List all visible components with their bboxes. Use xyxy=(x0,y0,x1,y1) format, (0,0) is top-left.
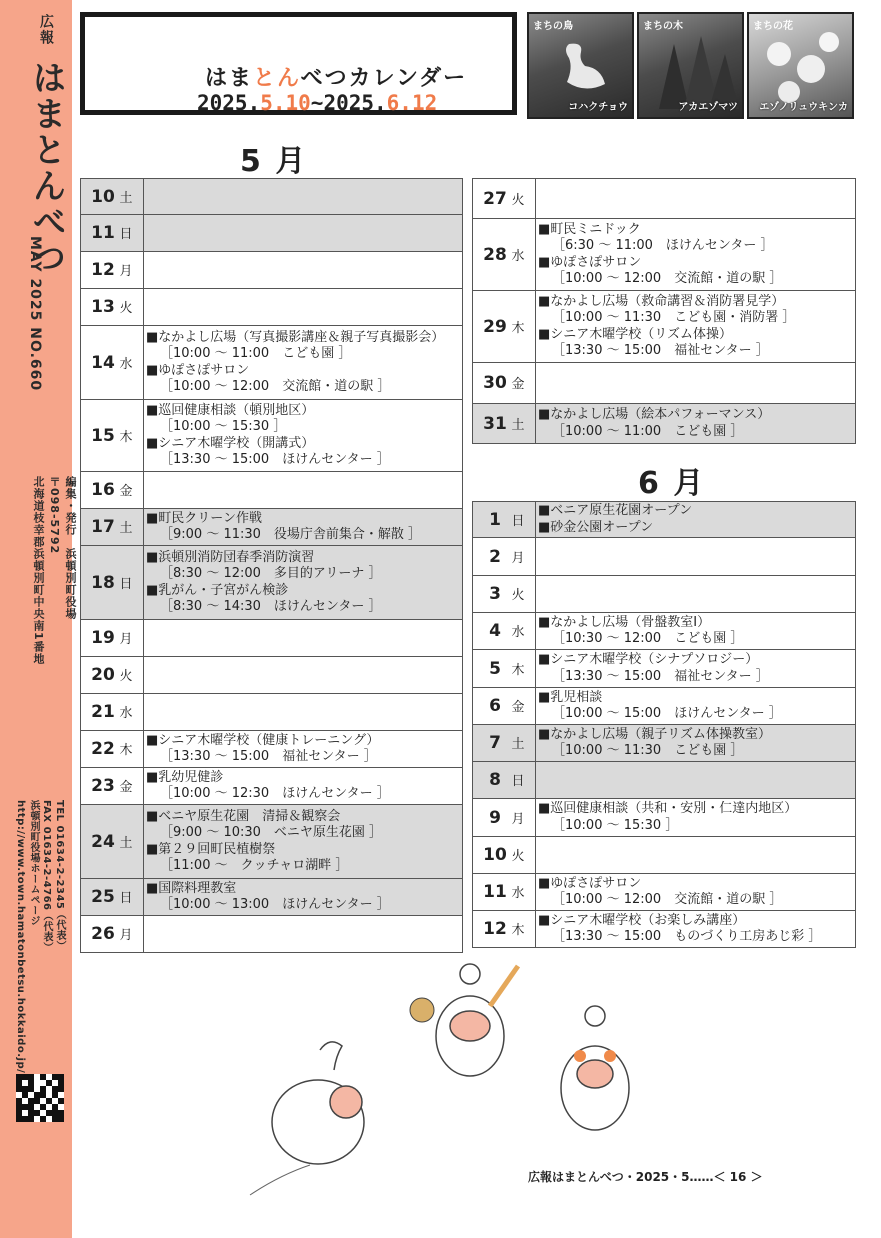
date-part-1: 2025. xyxy=(197,91,261,115)
event-title: ■ゆぽさぽサロン xyxy=(146,362,250,378)
date-cell xyxy=(473,725,536,762)
event-details: ［13:30 ～ 15:00 ほけんセンター ］ xyxy=(160,452,390,467)
events-cell xyxy=(536,762,856,799)
date-cell xyxy=(81,694,144,731)
weekday-label: 火 xyxy=(511,849,525,864)
event-details: ［10:00 ～ 15:30 ］ xyxy=(160,419,287,434)
event-title: ■なかよし広場（骨盤教室Ⅰ） xyxy=(538,614,711,630)
weekday-label: 木 xyxy=(119,743,133,758)
calendar-row xyxy=(473,576,856,613)
events-cell xyxy=(144,289,463,326)
mascot-standing-illustration xyxy=(550,1000,640,1140)
events-cell xyxy=(144,509,463,546)
calendar-row xyxy=(81,546,463,620)
event-details: ［10:00 ～ 15:30 ］ xyxy=(552,817,679,833)
calendar-row xyxy=(473,650,856,688)
date-cell xyxy=(473,837,536,874)
title-part-3: べつカレンダー xyxy=(300,66,468,91)
events-cell xyxy=(536,404,856,444)
calendar-row xyxy=(473,538,856,576)
day-number: 12 xyxy=(483,919,507,939)
weekday-label: 木 xyxy=(119,429,133,445)
events-cell xyxy=(536,538,856,576)
calendar-row xyxy=(81,916,463,953)
weekday-label: 火 xyxy=(511,588,525,603)
weekday-label: 月 xyxy=(119,928,133,943)
weekday-label: 土 xyxy=(119,521,133,536)
weekday-label: 日 xyxy=(511,513,525,529)
month-heading-june: 6 月 xyxy=(638,466,706,501)
weekday-label: 金 xyxy=(119,484,133,499)
events-cell xyxy=(144,252,463,289)
events-cell xyxy=(536,363,856,404)
events-cell xyxy=(536,650,856,688)
events-cell xyxy=(536,874,856,911)
may-calendar-right xyxy=(472,178,856,444)
events-cell xyxy=(144,694,463,731)
event-title: ■なかよし広場（救命講習＆消防署見学） xyxy=(538,293,785,309)
event-details: ［13:30 ～ 15:00 ものづくり工房あじ彩 ］ xyxy=(552,929,822,944)
calendar-row xyxy=(473,762,856,799)
events-cell xyxy=(144,731,463,768)
date-cell xyxy=(473,874,536,911)
calendar-row xyxy=(81,805,463,879)
weekday-label: 月 xyxy=(511,550,525,566)
date-cell xyxy=(81,546,144,620)
event-details: ［10:00 ～ 13:00 ほけんセンター ］ xyxy=(160,897,390,912)
date-cell xyxy=(81,326,144,400)
photo-2-heading: まちの木 xyxy=(643,21,683,32)
events-cell xyxy=(144,620,463,657)
event-title: ■シニア木曜学校（お楽しみ講座） xyxy=(538,912,746,928)
weekday-label: 木 xyxy=(511,923,525,938)
events-cell xyxy=(536,837,856,874)
title-box xyxy=(80,12,517,115)
weekday-label: 金 xyxy=(511,700,525,715)
side-editor: 編集・発行 浜頓別町役場 xyxy=(64,476,77,620)
event-title: ■なかよし広場（親子リズム体操教室） xyxy=(538,726,772,742)
day-number: 17 xyxy=(91,517,115,537)
event-title: ■シニア木曜学校（リズム体操） xyxy=(538,326,733,342)
date-cell xyxy=(473,650,536,688)
calendar-row xyxy=(473,837,856,874)
event-title: ■砂金公園オープン xyxy=(538,519,654,535)
mascot-baseball-illustration xyxy=(408,958,526,1090)
day-number: 20 xyxy=(91,665,115,685)
day-number: 5 xyxy=(489,658,501,679)
weekday-label: 日 xyxy=(119,576,133,592)
event-details: ［10:00 ～ 11:00 こども園 ］ xyxy=(160,346,352,361)
day-number: 6 xyxy=(489,696,501,716)
title-part-2: とん xyxy=(253,66,301,91)
event-details: ［13:30 ～ 15:00 福祉センター ］ xyxy=(552,343,769,358)
event-details: ［9:00 ～ 10:30 ベニヤ原生花園 ］ xyxy=(160,825,383,840)
weekday-label: 月 xyxy=(119,632,133,647)
event-title: ■乳児相談 xyxy=(538,689,603,705)
date-cell xyxy=(473,576,536,613)
day-number: 1 xyxy=(489,509,501,530)
events-cell xyxy=(144,657,463,694)
calendar-row xyxy=(81,472,463,509)
day-number: 11 xyxy=(91,223,115,243)
date-cell xyxy=(473,688,536,725)
date-cell xyxy=(81,805,144,879)
events-cell xyxy=(536,613,856,650)
side-address: 北海道枝幸郡浜頓別町中央南1番地 xyxy=(32,476,45,665)
calendar-row xyxy=(473,179,856,219)
calendar-row xyxy=(81,289,463,326)
events-cell xyxy=(536,291,856,363)
calendar-row xyxy=(473,404,856,444)
events-cell xyxy=(536,799,856,837)
date-cell xyxy=(81,400,144,472)
date-cell xyxy=(473,799,536,837)
calendar-row xyxy=(473,219,856,291)
event-details: ［10:30 ～ 12:00 こども園 ］ xyxy=(552,631,744,646)
side-homepage-label: 浜頓別町役場ホームページ xyxy=(28,800,39,926)
calendar-row xyxy=(81,215,463,252)
event-details: ［10:00 ～ 12:00 交流館・道の駅 ］ xyxy=(552,271,783,286)
calendar-row xyxy=(81,768,463,805)
side-fax: FAX 01634-2-4766（代表） xyxy=(41,800,52,953)
calendar-row xyxy=(81,400,463,472)
event-details: ［6:30 ～ 11:00 ほけんセンター ］ xyxy=(552,238,774,253)
events-cell xyxy=(536,688,856,725)
calendar-row xyxy=(81,657,463,694)
event-title: ■第２９回町民植樹祭 xyxy=(146,841,276,857)
event-details: ［13:30 ～ 15:00 福祉センター ］ xyxy=(552,668,769,684)
event-title: ■ゆぽさぽサロン xyxy=(538,875,642,891)
weekday-label: 土 xyxy=(511,417,525,433)
day-number: 2 xyxy=(489,546,501,567)
calendar-row xyxy=(81,252,463,289)
events-cell xyxy=(536,179,856,219)
date-cell xyxy=(473,613,536,650)
photo-3-heading: まちの花 xyxy=(753,21,793,32)
day-number: 10 xyxy=(91,186,115,207)
date-cell xyxy=(473,363,536,404)
day-number: 22 xyxy=(91,739,115,759)
event-details: ［11:00 ～ クッチャロ湖畔 ］ xyxy=(160,858,349,873)
events-cell xyxy=(144,805,463,879)
event-title: ■ベニヤ原生花園 清掃＆観察会 xyxy=(146,808,341,824)
calendar-row xyxy=(473,725,856,762)
weekday-label: 土 xyxy=(119,835,133,851)
weekday-label: 火 xyxy=(119,669,133,684)
date-cell xyxy=(81,509,144,546)
date-cell xyxy=(473,219,536,291)
events-cell xyxy=(536,502,856,538)
weekday-label: 水 xyxy=(511,886,525,901)
calendar-row xyxy=(81,731,463,768)
calendar-row xyxy=(473,911,856,948)
side-zip: 〒098-5792 xyxy=(48,476,61,555)
weekday-label: 火 xyxy=(511,192,525,208)
day-number: 23 xyxy=(91,776,115,796)
month-heading-may: 5 月 xyxy=(240,144,308,179)
day-number: 12 xyxy=(91,260,115,280)
weekday-label: 月 xyxy=(511,811,525,827)
calendar-row xyxy=(473,613,856,650)
event-title: ■町民ミニドック xyxy=(538,221,641,237)
side-address-block xyxy=(30,476,78,665)
event-details: ［9:00 ～ 11:30 役場庁舎前集合・解散 ］ xyxy=(160,527,422,542)
calendar-row xyxy=(473,291,856,363)
events-cell xyxy=(144,472,463,509)
day-number: 14 xyxy=(91,352,115,373)
events-cell xyxy=(536,219,856,291)
weekday-label: 木 xyxy=(511,662,525,678)
day-number: 9 xyxy=(489,807,501,828)
day-number: 19 xyxy=(91,628,115,648)
event-details: ［10:00 ～ 15:00 ほけんセンター ］ xyxy=(552,706,782,721)
date-cell xyxy=(473,179,536,219)
weekday-label: 土 xyxy=(119,190,133,206)
side-tel: TEL 01634-2-2345（代表） xyxy=(54,800,65,952)
weekday-label: 金 xyxy=(511,377,525,392)
day-number: 26 xyxy=(91,924,115,944)
side-title-main: はまとんべつ xyxy=(26,59,66,276)
event-details: ［10:00 ～ 11:30 こども園 ］ xyxy=(552,743,744,758)
day-number: 10 xyxy=(483,845,507,865)
date-cell xyxy=(81,215,144,252)
calendar-row xyxy=(473,502,856,538)
date-cell xyxy=(81,916,144,953)
side-issue: MAY 2025 NO.660 xyxy=(27,236,43,392)
calendar-row xyxy=(81,694,463,731)
date-cell xyxy=(473,538,536,576)
calendar-row xyxy=(81,509,463,546)
day-number: 11 xyxy=(483,882,507,902)
event-details: ［10:00 ～ 12:30 ほけんセンター ］ xyxy=(160,786,390,801)
date-cell xyxy=(473,291,536,363)
day-number: 13 xyxy=(91,297,115,317)
event-details: ［8:30 ～ 14:30 ほけんセンター ］ xyxy=(160,599,382,614)
town-tree-photo xyxy=(637,12,744,119)
event-title: ■シニア木曜学校（開講式） xyxy=(146,435,315,451)
event-title: ■乳がん・子宮がん検診 xyxy=(146,582,289,598)
event-title: ■浜頓別消防団春季消防演習 xyxy=(146,549,315,565)
events-cell xyxy=(144,546,463,620)
event-title: ■シニア木曜学校（シナプソロジー） xyxy=(538,652,759,667)
side-title-small: 広報 xyxy=(38,14,54,46)
calendar-row xyxy=(473,874,856,911)
date-part-4: 6.12 xyxy=(386,91,438,115)
event-title: ■巡回健康相談（共和・安別・仁達内地区） xyxy=(538,801,798,816)
side-band xyxy=(0,0,77,1238)
event-title: ■ベニア原生花園オープン xyxy=(538,503,693,518)
events-cell xyxy=(536,725,856,762)
weekday-label: 火 xyxy=(119,301,133,316)
weekday-label: 水 xyxy=(511,248,525,264)
date-part-3: ~2025. xyxy=(310,91,387,115)
event-title: ■シニア木曜学校（健康トレーニング） xyxy=(146,732,380,748)
events-cell xyxy=(536,911,856,948)
weekday-label: 水 xyxy=(119,706,133,721)
weekday-label: 日 xyxy=(119,891,133,906)
calendar-title xyxy=(205,61,467,92)
event-details: ［8:30 ～ 12:00 多目的アリーナ ］ xyxy=(160,566,382,581)
day-number: 30 xyxy=(483,373,507,393)
date-cell xyxy=(81,289,144,326)
mascot-running-illustration xyxy=(240,1030,380,1200)
date-cell xyxy=(81,657,144,694)
day-number: 25 xyxy=(91,887,115,907)
events-cell xyxy=(144,215,463,252)
date-cell xyxy=(473,911,536,948)
date-cell xyxy=(81,731,144,768)
weekday-label: 日 xyxy=(119,227,133,242)
event-details: ［13:30 ～ 15:00 福祉センター ］ xyxy=(160,749,377,764)
date-cell xyxy=(81,879,144,916)
june-calendar xyxy=(472,501,856,948)
event-details: ［10:00 ～ 11:00 こども園 ］ xyxy=(552,423,744,439)
town-bird-photo xyxy=(527,12,634,119)
events-cell xyxy=(144,400,463,472)
event-title: ■ゆぽさぽサロン xyxy=(538,254,642,270)
weekday-label: 土 xyxy=(511,737,525,752)
date-cell xyxy=(473,502,536,538)
events-cell xyxy=(144,326,463,400)
calendar-row xyxy=(81,179,463,215)
page-footer: 広報はまとんべつ・2025・5……＜ 16 ＞ xyxy=(528,1170,763,1184)
day-number: 8 xyxy=(489,770,501,790)
photo-1-heading: まちの鳥 xyxy=(533,21,573,32)
calendar-row xyxy=(81,620,463,657)
event-details: ［10:00 ～ 12:00 交流館・道の駅 ］ xyxy=(160,379,391,394)
event-title: ■なかよし広場（絵本パフォーマンス） xyxy=(538,407,771,422)
event-title: ■乳幼児健診 xyxy=(146,769,224,785)
date-cell xyxy=(81,768,144,805)
may-calendar-left xyxy=(80,178,463,953)
event-title: ■なかよし広場（写真撮影講座＆親子写真撮影会） xyxy=(146,329,445,345)
day-number: 7 xyxy=(489,733,501,753)
calendar-date-range xyxy=(197,91,437,115)
calendar-row xyxy=(473,688,856,725)
weekday-label: 金 xyxy=(119,780,133,795)
day-number: 24 xyxy=(91,831,115,852)
weekday-label: 日 xyxy=(511,774,525,789)
calendar-row xyxy=(81,879,463,916)
side-contact-block xyxy=(14,800,66,1073)
day-number: 29 xyxy=(483,316,507,337)
day-number: 4 xyxy=(489,621,501,641)
day-number: 18 xyxy=(91,572,115,593)
weekday-label: 水 xyxy=(119,356,133,372)
qr-code[interactable] xyxy=(16,1074,64,1122)
calendar-row xyxy=(473,799,856,837)
weekday-label: 水 xyxy=(511,625,525,640)
event-title: ■町民クリーン作戦 xyxy=(146,510,263,526)
events-cell xyxy=(144,879,463,916)
photo-2-name: アカエゾマツ xyxy=(678,102,738,113)
events-cell xyxy=(144,768,463,805)
date-cell xyxy=(473,404,536,444)
photo-3-name: エゾノリュウキンカ xyxy=(759,102,848,113)
date-cell xyxy=(81,620,144,657)
day-number: 28 xyxy=(483,244,507,265)
date-part-2: 5.10 xyxy=(260,91,311,115)
day-number: 31 xyxy=(483,413,507,434)
events-cell xyxy=(536,576,856,613)
date-cell xyxy=(81,252,144,289)
event-title: ■巡回健康相談（頓別地区） xyxy=(146,402,315,418)
calendar-row xyxy=(81,326,463,400)
date-cell xyxy=(473,762,536,799)
town-flower-photo xyxy=(747,12,854,119)
title-part-1: はま xyxy=(205,66,254,91)
weekday-label: 木 xyxy=(511,320,525,336)
event-details: ［10:00 ～ 11:30 こども園・消防署 ］ xyxy=(552,310,796,325)
event-details: ［10:00 ～ 12:00 交流館・道の駅 ］ xyxy=(552,892,783,907)
date-cell xyxy=(81,472,144,509)
events-cell xyxy=(144,916,463,953)
weekday-label: 月 xyxy=(119,264,133,279)
calendar-row xyxy=(473,363,856,404)
event-title: ■国際料理教室 xyxy=(146,880,237,896)
day-number: 16 xyxy=(91,480,115,500)
side-url[interactable]: http://www.town.hamatonbetsu.hokkaido.jp/ xyxy=(15,800,26,1074)
date-cell xyxy=(81,179,144,215)
photo-1-name: コハクチョウ xyxy=(568,102,628,113)
events-cell xyxy=(144,179,463,215)
day-number: 3 xyxy=(489,584,501,604)
day-number: 21 xyxy=(91,702,115,722)
day-number: 27 xyxy=(483,188,507,209)
day-number: 15 xyxy=(91,425,115,446)
